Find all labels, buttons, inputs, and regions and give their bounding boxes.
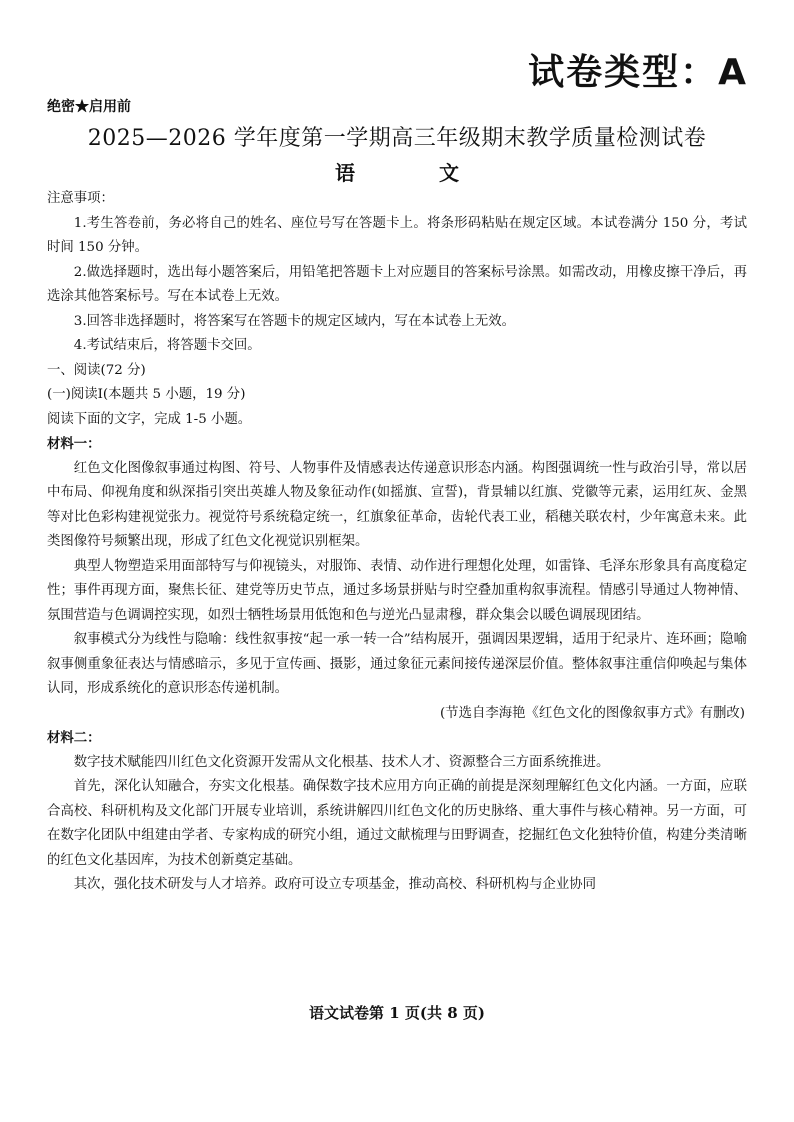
notice-item: 2.做选择题时，选出每小题答案后，用铅笔把答题卡上对应题目的答案标号涂黑。如需改动，用橡皮擦干净后，再选涂其他答案标号。写在本试卷上无效。 [47,264,747,304]
material-1-paragraph: 红色文化图像叙事通过构图、符号、人物事件及情感表达传递意识形态内涵。构图强调统一性与政治引导，常以居中布局、仰视角度和纵深指引突出英雄人物及象征动作(如摇旗、宣誓)，背景辅以红旗、党徽等元素，运用红灰、金黑等对比色彩构建视觉张力。视觉符号系统稳定统一，红旗象征革命，齿轮代表工业，稻穗关联农村，少年寓意未来。此类图像符号频繁出现，形成了红色文化视觉识别框架。 [47,460,747,549]
material-2-label: 材料二： [47,730,101,746]
exam-body [47,187,747,898]
material-1-paragraph: 叙事模式分为线性与隐喻：线性叙事按“起一承一转一合”结构展开，强调因果逻辑，适用于纪录片、连环画；隐喻叙事侧重象征表达与情感暗示，多见于宣传画、摄影，通过象征元素间接传递深层价值。整体叙事注重信仰唤起与集体认同，形成系统化的意识形态传递机制。 [47,632,747,696]
material-1-label: 材料一： [47,436,101,452]
notice-item: 1.考生答卷前，务必将自己的姓名、座位号写在答题卡上。将条形码粘贴在规定区域。本试卷满分 150 分，考试时间 150 分钟。 [47,215,747,255]
notice-item: 4.考试结束后，将答题卡交回。 [73,338,261,353]
notice-heading: 注意事项： [47,191,114,206]
exam-title: 2025—2026 学年度第一学期高三年级期末教学质量检测试卷 [87,126,707,151]
exam-type-label: 试卷类型：A [528,52,748,93]
subject-char-2: 文 [439,161,459,185]
confidential-label: 绝密★启用前 [47,99,131,115]
material-2-paragraph: 数字技术赋能四川红色文化资源开发需从文化根基、技术人才、资源整合三方面系统推进。 [73,754,610,770]
material-2-paragraph: 其次，强化技术研发与人才培养。政府可设立专项基金，推动高校、科研机构与企业协同 [73,877,597,892]
material-2-paragraph: 首先，深化认知融合，夯实文化根基。确保数字技术应用方向正确的前提是深刻理解红色文化内涵。一方面，应联合高校、科研机构及文化部门开展专业培训，系统讲解四川红色文化的历史脉络、重大事件与核心精神。另一方面，可在数字化团队中组建由学者、专家构成的研究小组，通过文献梳理与田野调查，挖掘红色文化独特价值，构建分类清晰的红色文化基因库，为技术创新奠定基础。 [47,779,747,868]
section-subheading: (一)阅读Ⅰ(本题共 5 小题，19 分) [47,387,246,402]
page-footer: 语文试卷第 1 页(共 8 页) [309,1004,485,1022]
subject-char-1: 语 [335,161,355,185]
notice-item: 3.回答非选择题时，将答案写在答题卡的规定区域内，写在本试卷上无效。 [73,313,516,329]
subject-title [0,157,794,186]
reading-instruction: 阅读下面的文字，完成 1-5 小题。 [47,411,252,427]
section-heading: 一、阅读(72 分) [47,362,146,378]
material-1-source: (节选自李海艳《红色文化的图像叙事方式》有删改) [439,705,745,721]
material-1-paragraph: 典型人物塑造采用面部特写与仰视镜头，对服饰、表情、动作进行理想化处理，如雷锋、毛泽东形象具有高度稳定性；事件再现方面，聚焦长征、建党等历史节点，通过多场景拼贴与时空叠加重构叙事流程。情感引导通过人物神情、氛围营造与色调调控实现，如烈士牺牲场景用低饱和色与逆光凸显肃穆，群众集会以暖色调展现团结。 [47,558,747,623]
